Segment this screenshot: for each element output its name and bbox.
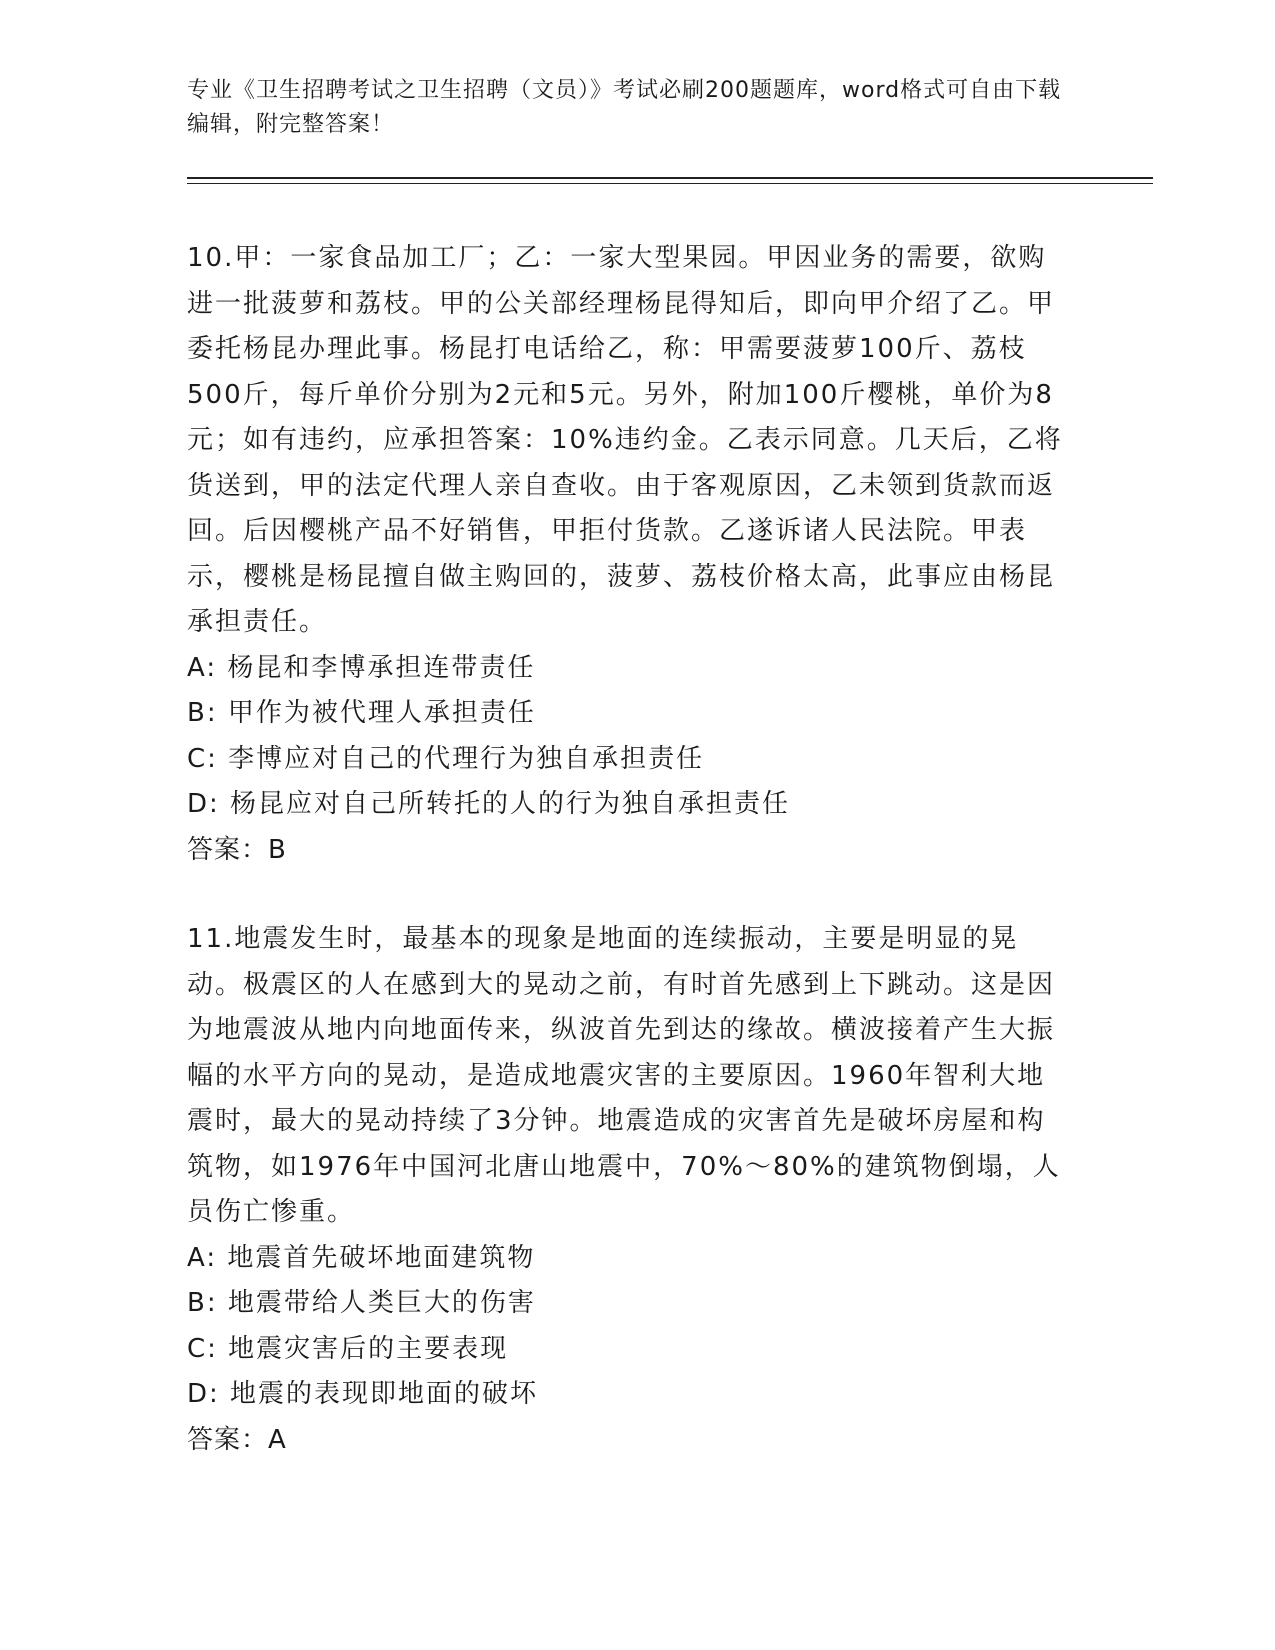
answer-label: 答案：A [187,1424,287,1455]
answer-label: 答案：B [187,834,287,865]
option-a: A: 地震首先破坏地面建筑物 [187,1242,536,1273]
document-header: 专业《卫生招聘考试之卫生招聘（文员）》考试必刷200题题库，word格式可自由下载编辑，附完整答案！ [187,78,1062,137]
option-b: B: 地震带给人类巨大的伤害 [187,1288,536,1318]
header-divider-thick [187,177,1153,179]
header-divider-thin [187,183,1153,184]
question-10 [187,236,1067,873]
question-11 [187,917,1067,1463]
option-c: C: 李博应对自己的代理行为独自承担责任 [187,743,705,774]
option-d: D: 杨昆应对自己所转托的人的行为独自承担责任 [187,789,791,819]
option-a: A: 杨昆和李博承担连带责任 [187,652,536,683]
question-stem: 10.甲：一家食品加工厂；乙：一家大型果园。甲因业务的需要，欲购进一批菠萝和荔枝。甲的公关部经理杨昆得知后，即向甲介绍了乙。甲委托杨昆办理此事。杨昆打电话给乙，称：甲需要菠萝100斤、荔枝500斤，每斤单价分别为2元和5元。另外，附加100斤樱桃，单价为8元；如有违约，应承担答案：10%违约金。乙表示同意。几天后，乙将货送到，甲的法定代理人亲自查收。由于客观原因，乙未领到货款而返回。后因樱桃产品不好销售，甲拒付货款。乙遂诉诸人民法院。甲表示，樱桃是杨昆擅自做主购回的，菠萝、荔枝价格太高，此事应由杨昆承担责任。 [187,243,1063,637]
question-stem: 11.地震发生时，最基本的现象是地面的连续振动，主要是明显的晃动。极震区的人在感到大的晃动之前，有时首先感到上下跳动。这是因为地震波从地内向地面传来，纵波首先到达的缘故。横波接着产生大振幅的水平方向的晃动，是造成地震灾害的主要原因。1960年智利大地震时，最大的晃动持续了3分钟。地震造成的灾害首先是破坏房屋和构筑物，如1976年中国河北唐山地震中，70%～80%的建筑物倒塌，人员伤亡惨重。 [187,924,1061,1227]
option-d: D: 地震的表现即地面的破坏 [187,1379,539,1409]
option-b: B: 甲作为被代理人承担责任 [187,698,536,728]
option-c: C: 地震灾害后的主要表现 [187,1333,509,1364]
